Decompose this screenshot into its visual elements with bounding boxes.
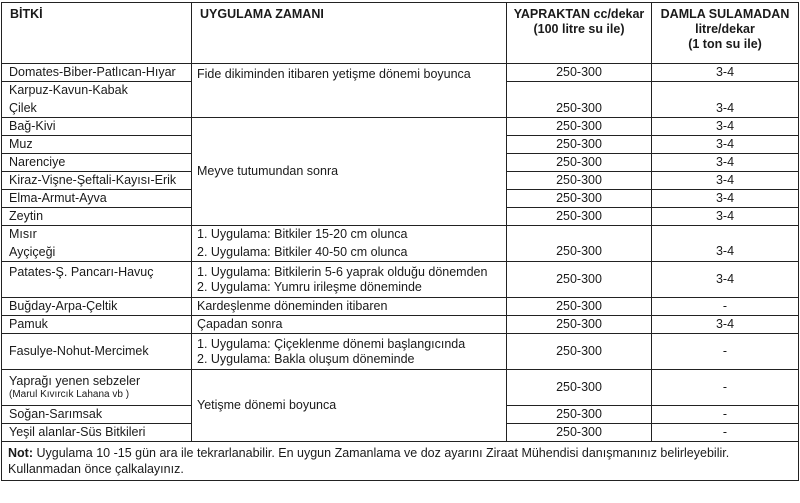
header-drip-line2: litre/dekar [695, 22, 755, 36]
foliar-cell: 250-300 [507, 190, 652, 208]
header-plant: BİTKİ [2, 3, 192, 64]
drip-cell: 3-4 [652, 64, 799, 82]
plant-cell: Yeşil alanlar-Süs Bitkileri [2, 424, 192, 442]
plant-name: Yaprağı yenen sebzeler [9, 374, 141, 388]
header-foliar-line1: YAPRAKTAN cc/dekar [513, 7, 645, 21]
note-line1: Uygulama 10 -15 gün ara ile tekrarlanabilir. En uygun Zamanlama ve doz ayarını Ziraat Mühendisi danışmanınız belirleyebilir. [33, 446, 730, 460]
note-row [2, 442, 799, 481]
drip-cell: 3-4 [652, 244, 799, 262]
header-drip-line3: (1 ton su ile) [688, 37, 762, 51]
timing-cell-fide: Fide dikiminden itibaren yetişme dönemi boyunca [192, 64, 507, 118]
timing-line-2: 2. Uygulama: Yumru irileşme döneminde [197, 279, 422, 294]
plant-subtitle: (Marul Kıvırcık Lahana vb ) [9, 389, 130, 400]
foliar-cell: 250-300 [507, 208, 652, 226]
drip-cell: 3-4 [652, 118, 799, 136]
timing-line-1: 1. Uygulama: Çiçeklenme dönemi başlangıcında [197, 336, 466, 351]
drip-cell: 3-4 [652, 208, 799, 226]
drip-cell: 3-4 [652, 100, 799, 118]
plant-cell: Patates-Ş. Pancarı-Havuç [2, 262, 192, 298]
timing-cell-yetisme: Yetişme dönemi boyunca [192, 370, 507, 442]
foliar-cell: 250-300 [507, 172, 652, 190]
drip-cell-empty [652, 82, 799, 100]
drip-cell: - [652, 370, 799, 406]
table-row [2, 262, 799, 298]
table-row [2, 244, 799, 262]
header-drip-line1: DAMLA SULAMADAN [660, 7, 790, 21]
table-row [2, 64, 799, 82]
note-line2: Kullanmadan önce çalkalayınız. [8, 462, 184, 476]
plant-cell: Zeytin [2, 208, 192, 226]
plant-cell [2, 370, 192, 406]
table-row [2, 118, 799, 136]
timing-cell: Kardeşlenme döneminden itibaren [192, 298, 507, 316]
foliar-cell: 250-300 [507, 406, 652, 424]
drip-cell: - [652, 298, 799, 316]
foliar-cell: 250-300 [507, 262, 652, 298]
foliar-cell: 250-300 [507, 136, 652, 154]
plant-cell: Domates-Biber-Patlıcan-Hıyar [2, 64, 192, 82]
table-row [2, 370, 799, 406]
table-row [2, 334, 799, 370]
table-row [2, 316, 799, 334]
note-cell [2, 442, 799, 481]
drip-cell: 3-4 [652, 172, 799, 190]
plant-cell: Elma-Armut-Ayva [2, 190, 192, 208]
drip-cell: 3-4 [652, 316, 799, 334]
foliar-cell: 250-300 [507, 154, 652, 172]
foliar-cell-empty [507, 226, 652, 244]
plant-cell: Mısır [2, 226, 192, 244]
timing-cell [192, 262, 507, 298]
foliar-cell: 250-300 [507, 298, 652, 316]
header-timing: UYGULAMA ZAMANI [192, 3, 507, 64]
plant-cell: Kiraz-Vişne-Şeftali-Kayısı-Erik [2, 172, 192, 190]
plant-cell: Soğan-Sarımsak [2, 406, 192, 424]
drip-cell: 3-4 [652, 154, 799, 172]
drip-cell: 3-4 [652, 262, 799, 298]
timing-cell [192, 334, 507, 370]
timing-line-2: 2. Uygulama: Bakla oluşum döneminde [197, 351, 415, 366]
plant-cell: Çilek [2, 100, 192, 118]
timing-cell: 2. Uygulama: Bitkiler 40-50 cm olunca [192, 244, 507, 262]
table-header-row [2, 3, 799, 64]
foliar-cell: 250-300 [507, 334, 652, 370]
plant-cell: Bağ-Kivi [2, 118, 192, 136]
foliar-cell: 250-300 [507, 100, 652, 118]
timing-cell: 1. Uygulama: Bitkiler 15-20 cm olunca [192, 226, 507, 244]
drip-cell: 3-4 [652, 190, 799, 208]
timing-cell-meyve: Meyve tutumundan sonra [192, 118, 507, 226]
timing-line-1: 1. Uygulama: Bitkilerin 5-6 yaprak olduğu dönemden [197, 264, 488, 279]
drip-cell-empty [652, 226, 799, 244]
plant-cell: Ayçiçeği [2, 244, 192, 262]
plant-cell: Narenciye [2, 154, 192, 172]
plant-cell: Muz [2, 136, 192, 154]
plant-cell: Buğday-Arpa-Çeltik [2, 298, 192, 316]
application-table [1, 2, 799, 481]
header-foliar [507, 3, 652, 64]
table-row [2, 298, 799, 316]
header-foliar-line2: (100 litre su ile) [533, 22, 625, 36]
plant-cell: Fasulye-Nohut-Mercimek [2, 334, 192, 370]
foliar-cell: 250-300 [507, 424, 652, 442]
table-row [2, 226, 799, 244]
note-label: Not: [8, 446, 33, 460]
foliar-cell: 250-300 [507, 316, 652, 334]
foliar-cell: 250-300 [507, 64, 652, 82]
drip-cell: 3-4 [652, 136, 799, 154]
header-drip [652, 3, 799, 64]
foliar-cell-empty [507, 82, 652, 100]
drip-cell: - [652, 334, 799, 370]
timing-cell: Çapadan sonra [192, 316, 507, 334]
plant-cell: Karpuz-Kavun-Kabak [2, 82, 192, 100]
drip-cell: - [652, 424, 799, 442]
foliar-cell: 250-300 [507, 118, 652, 136]
drip-cell: - [652, 406, 799, 424]
foliar-cell: 250-300 [507, 244, 652, 262]
plant-cell: Pamuk [2, 316, 192, 334]
foliar-cell: 250-300 [507, 370, 652, 406]
